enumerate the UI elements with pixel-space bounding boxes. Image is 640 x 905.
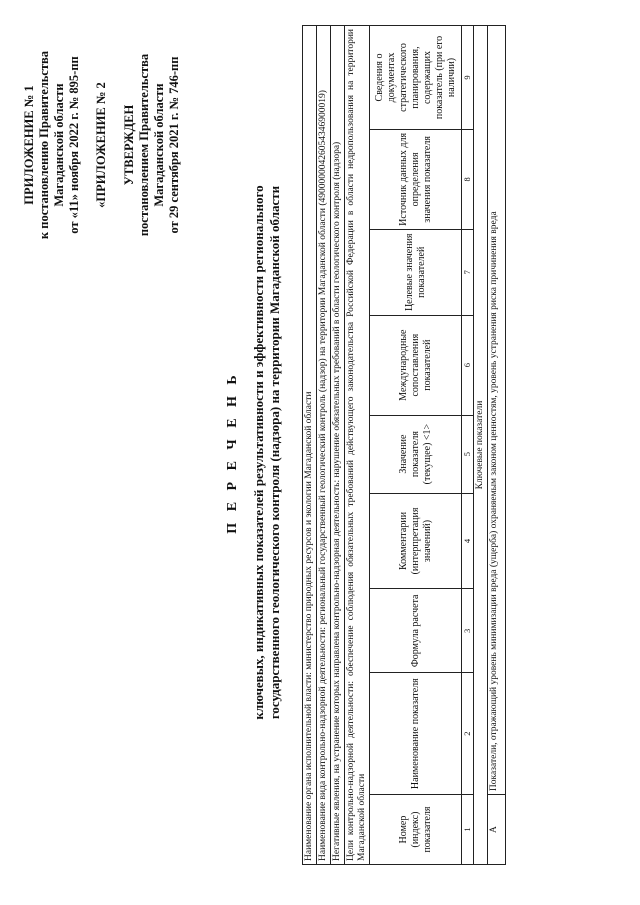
- col-number: 2: [462, 673, 474, 795]
- col-header-source: Источник данных для определения значения показателя: [370, 129, 462, 229]
- row-a-index: А: [488, 795, 506, 865]
- col-number: 4: [462, 493, 474, 589]
- col-number: 1: [462, 795, 474, 865]
- table-row-a: [488, 26, 506, 865]
- col-header-comments: Комментарии (интерпретация значений): [370, 493, 462, 589]
- col-header-index: Номер (индекс) показателя: [370, 795, 462, 865]
- col-header-formula: Формула расчета: [370, 589, 462, 673]
- indicators-table: [302, 25, 506, 865]
- approved-title: УТВЕРЖДЕН: [122, 104, 136, 186]
- col-number: 3: [462, 589, 474, 673]
- info-row-goals: [345, 26, 370, 865]
- approved-header: [122, 40, 182, 250]
- info-control-type: Наименование вида контрольно-надзорной деятельности: региональный государственный геологический контроль (надзор) на территории Магаданской области (49000000426054346900019): [317, 26, 331, 865]
- info-row-negative: [331, 26, 345, 865]
- col-header-documents: Сведения о документах стратегического планирования, содержащих показатель (при его наличии): [370, 26, 462, 130]
- info-negative: Негативные явления, на устранение которых направлена контрольно-надзорная деятельность: нарушение обязательных требований в области геологического контроля (надзора): [331, 26, 345, 865]
- appendix1-line2: Магаданской области: [52, 83, 66, 207]
- col-number: 7: [462, 229, 474, 315]
- col-header-value: Значение показателя (текущее) <1>: [370, 415, 462, 493]
- col-header-name: Наименование показателя: [370, 673, 462, 795]
- approved-line2: Магаданской области: [152, 83, 166, 207]
- document-title-block: [225, 0, 283, 905]
- col-header-international: Международные сопоставления показателей: [370, 315, 462, 415]
- approved-line3: от 29 сентября 2021 г. № 746-пп: [167, 56, 181, 234]
- info-row-control-type: [317, 26, 331, 865]
- appendix1-line1: к постановлению Правительства: [37, 50, 51, 240]
- document-subtitle-line2: государственного геологического контроля (надзора) на территории Магаданской области: [267, 185, 282, 720]
- group-label: Ключевые показатели: [474, 26, 488, 865]
- column-number-row: [462, 26, 474, 865]
- group-row-key-indicators: [474, 26, 488, 865]
- col-number: 9: [462, 26, 474, 130]
- col-number: 5: [462, 415, 474, 493]
- appendix1-title: ПРИЛОЖЕНИЕ № 1: [22, 85, 36, 205]
- col-number: 8: [462, 129, 474, 229]
- info-goals: Цели контрольно-надзорной деятельности: обеспечение соблюдения обязательных требований действующего законодательства Российской Федерации в области недропользования на территории Магаданской области: [345, 26, 370, 865]
- appendix1-line3: от «11» ноября 2022 г. № 895-пп: [67, 56, 81, 234]
- info-row-authority: [303, 26, 317, 865]
- approved-line1: постановлением Правительства: [137, 53, 151, 237]
- document-subtitle-line1: ключевых, индикативных показателей результативности и эффективности регионального: [251, 185, 266, 720]
- table-header-row: [370, 26, 462, 865]
- info-authority: Наименование органа исполнительной власти: министерство природных ресурсов и экологии Магаданской области: [303, 26, 317, 865]
- appendix-header: [22, 40, 109, 250]
- col-number: 6: [462, 315, 474, 415]
- appendix2-title: «ПРИЛОЖЕНИЕ № 2: [94, 82, 108, 208]
- row-a-text: Показатели, отражающий уровень минимизации вреда (ущерба) охраняемым законом ценностям, уровень устранения риска причинения вреда: [488, 26, 506, 795]
- document-title: П Е Р Е Ч Е Н Ь: [225, 371, 240, 534]
- col-header-target: Целевые значения показателей: [370, 229, 462, 315]
